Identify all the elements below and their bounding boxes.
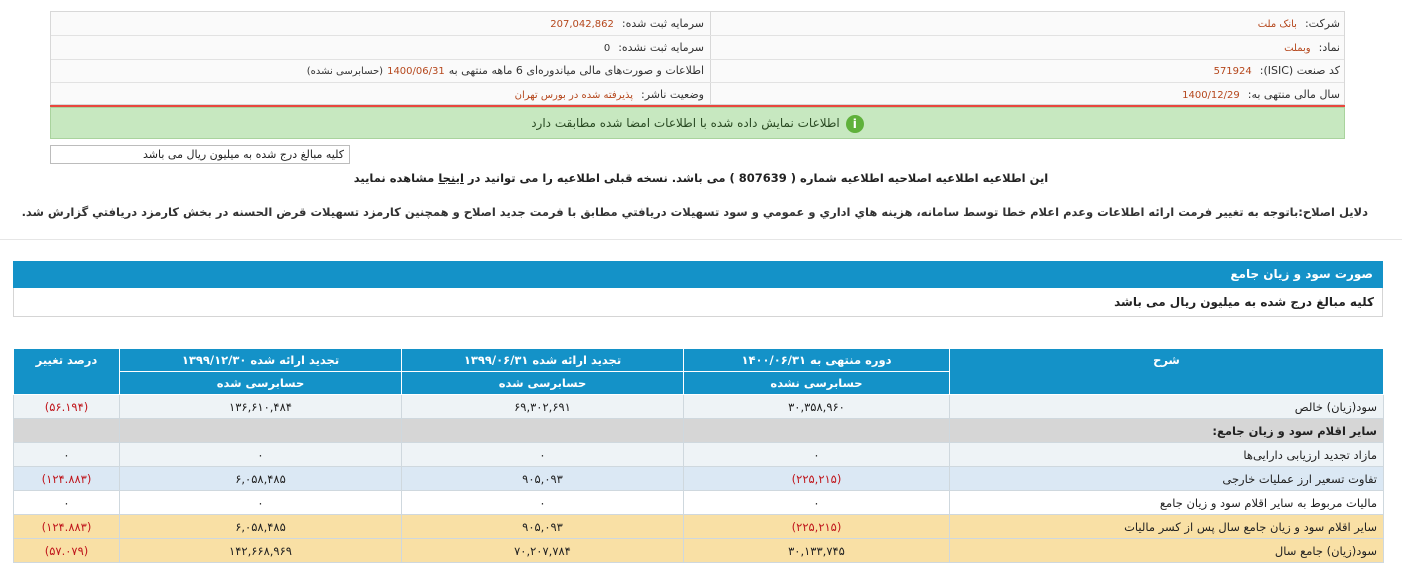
row-description: سایر اقلام سود و زیان جامع: [950,419,1384,443]
info-row-symbol [51,36,1344,60]
row-value-1399-06: ۰ [402,491,684,515]
company-label: شرکت: [1304,17,1340,30]
verification-bar [50,107,1345,139]
row-change-percent: (۱۲۴.۸۸۳) [14,515,120,539]
row-value-1399-06: ۹۰۵,۰۹۳ [402,467,684,491]
info-row-company [51,12,1344,36]
fiscal-year-value: 1400/12/29 [1182,90,1240,101]
previous-version-link[interactable]: اینجا [438,171,464,185]
row-value-1399-06: ۷۰,۲۰۷,۷۸۴ [402,539,684,563]
report-period-date: 1400/06/31 [387,66,445,77]
header-audit-status-1: حسابرسی نشده [684,372,950,395]
row-description: مالیات مربوط به سایر اقلام سود و زیان جامع [950,491,1384,515]
row-description: سایر اقلام سود و زیان جامع سال پس از کسر مالیات [950,515,1384,539]
row-description: تفاوت تسعیر ارز عملیات خارجی [950,467,1384,491]
registered-capital-label: سرمایه ثبت شده: [621,17,704,30]
row-value-1400: ۳۰,۳۵۸,۹۶۰ [684,395,950,419]
section-unit-notice: کلیه مبالغ درج شده به میلیون ریال می باشد [13,288,1383,317]
row-value-1399-06: ۹۰۵,۰۹۳ [402,515,684,539]
publisher-status-value: پذیرفته شده در بورس تهران [514,90,634,101]
row-change-percent: (۵۶.۱۹۴) [14,395,120,419]
row-value-1400: (۲۲۵,۲۱۵) [684,515,950,539]
header-period-1399-12: تجدید ارائه شده ۱۳۹۹/۱۲/۳۰ [120,349,402,372]
symbol-value[interactable]: وبملت [1284,43,1311,54]
fiscal-year-label: سال مالی منتهی به: [1247,88,1340,101]
row-value-1399-06: ۶۹,۳۰۲,۶۹۱ [402,395,684,419]
row-value-1399-12 [120,419,402,443]
row-value-1400 [684,419,950,443]
row-change-percent [14,419,120,443]
row-description: سود(زیان) جامع سال [950,539,1384,563]
row-description: سود(زیان) خالص [950,395,1384,419]
comprehensive-income-table [13,348,1384,563]
header-period-1399-06: تجدید ارائه شده ۱۳۹۹/۰۶/۳۱ [402,349,684,372]
table-row [14,395,1384,419]
row-change-percent: ۰ [14,443,120,467]
row-value-1400: ۰ [684,443,950,467]
verification-text: اطلاعات نمایش داده شده با اطلاعات امضا شده مطابقت دارد [531,116,840,130]
table-header-row [14,349,1384,372]
isic-label: کد صنعت (ISIC): [1259,64,1340,77]
correction-notice-text: این اطلاعیه اطلاعیه اصلاحیه اطلاعیه شماره ( 807639 ) می باشد. نسخه قبلی اطلاعیه را می توانید در [467,171,1049,185]
report-period-label: اطلاعات و صورت‌های مالی میاندوره‌ای 6 ماهه منتهی به [448,64,704,77]
unit-notice-box: کلیه مبالغ درج شده به میلیون ریال می باشد [50,145,350,164]
header-change-percent: درصد تغییر [14,349,120,395]
correction-reasons: دلایل اصلاح:باتوجه به تغییر فرمت ارائه اطلاعات وعدم اعلام خطا توسط سامانه، هزينه هاي اداري و عمومي و سود تسهيلات دريافتي مطابق با فرمت جديد اصلاح و همچنين كارمزد تسهيلات قرض الحسنه در بخش كارمزد دريافتي گزارش شد. [21,205,1368,219]
header-audit-status-3: حسابرسی شده [120,372,402,395]
table-row [14,539,1384,563]
row-description: مازاد تجدید ارزیابی دارایی‌ها [950,443,1384,467]
row-value-1400: (۲۲۵,۲۱۵) [684,467,950,491]
table-row [14,491,1384,515]
row-change-percent: (۱۲۴.۸۸۳) [14,467,120,491]
row-change-percent: (۵۷.۰۷۹) [14,539,120,563]
row-change-percent: ۰ [14,491,120,515]
row-value-1399-12: ۰ [120,443,402,467]
header-description: شرح [950,349,1384,395]
unregistered-capital-label: سرمایه ثبت نشده: [618,41,704,54]
table-row [14,467,1384,491]
table-row [14,443,1384,467]
table-row [14,419,1384,443]
row-value-1399-12: ۱۴۲,۶۶۸,۹۶۹ [120,539,402,563]
company-value[interactable]: بانک ملت [1257,19,1297,30]
unregistered-capital-value: 0 [603,43,611,54]
section-title: صورت سود و زیان جامع [13,261,1383,288]
horizontal-divider [0,239,1402,240]
row-value-1400: ۰ [684,491,950,515]
publisher-status-label: وضعیت ناشر: [641,88,704,101]
row-value-1399-12: ۱۳۶,۶۱۰,۴۸۴ [120,395,402,419]
report-period-status: (حسابرسی نشده) [306,66,384,77]
row-value-1400: ۳۰,۱۳۳,۷۴۵ [684,539,950,563]
row-value-1399-06: ۰ [402,443,684,467]
row-value-1399-06 [402,419,684,443]
header-period-1400: دوره منتهی به ۱۴۰۰/۰۶/۳۱ [684,349,950,372]
isic-value: 571924 [1213,66,1252,77]
correction-notice [0,171,1402,185]
registered-capital-value: 207,042,862 [550,19,614,30]
row-value-1399-12: ۶,۰۵۸,۴۸۵ [120,467,402,491]
info-row-isic [51,59,1344,83]
info-icon: i [846,115,864,133]
header-audit-status-2: حسابرسی شده [402,372,684,395]
row-value-1399-12: ۶,۰۵۸,۴۸۵ [120,515,402,539]
info-row-fiscal-year [51,83,1344,107]
symbol-label: نماد: [1318,41,1340,54]
correction-notice-tail: مشاهده نمایید [353,171,435,185]
company-info-box [50,11,1345,105]
table-row [14,515,1384,539]
row-value-1399-12: ۰ [120,491,402,515]
